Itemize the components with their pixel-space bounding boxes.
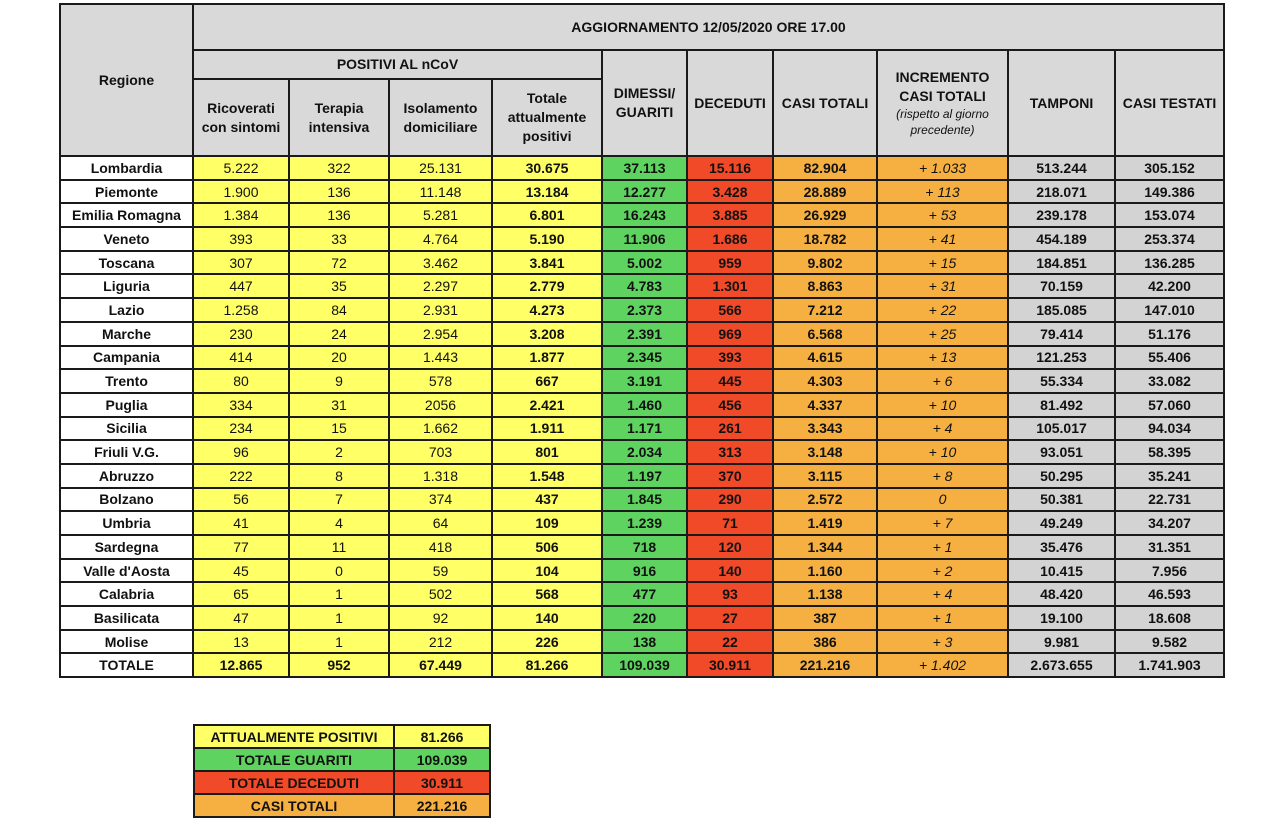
total-row: [60, 653, 1224, 677]
cell-isolamento: 703: [389, 440, 492, 464]
cell-totale-pos: 109: [492, 511, 602, 535]
table-row: [60, 559, 1224, 583]
cell-incremento: + 7: [877, 511, 1008, 535]
cell-terapia: 31: [289, 393, 389, 417]
cell-regione: Lazio: [60, 298, 193, 322]
cell-dimessi: 1.239: [602, 511, 687, 535]
cell-incremento: + 8: [877, 464, 1008, 488]
cell-terapia: 15: [289, 417, 389, 441]
cell-incremento: + 3: [877, 630, 1008, 654]
cell-ricoverati: 80: [193, 369, 289, 393]
cell-casi-testati: 51.176: [1115, 322, 1224, 346]
cell-ricoverati: 230: [193, 322, 289, 346]
cell-casi-testati: 31.351: [1115, 535, 1224, 559]
cell-incremento: + 53: [877, 203, 1008, 227]
table-row: [60, 227, 1224, 251]
cell-casi-totali: 4.303: [773, 369, 877, 393]
cell-ricoverati: 77: [193, 535, 289, 559]
cell-casi-testati: 136.285: [1115, 251, 1224, 275]
cell-incremento: + 1: [877, 606, 1008, 630]
cell-deceduti: 290: [687, 488, 773, 512]
positivi-group-header: POSITIVI AL nCoV: [193, 50, 602, 79]
cell-deceduti: 120: [687, 535, 773, 559]
cell-terapia: 7: [289, 488, 389, 512]
cell-isolamento: 25.131: [389, 156, 492, 180]
cell-ricoverati: 13: [193, 630, 289, 654]
cell-terapia: 1: [289, 606, 389, 630]
cell-tamponi: 2.673.655: [1008, 653, 1115, 677]
cell-isolamento: 11.148: [389, 180, 492, 204]
cell-deceduti: 93: [687, 582, 773, 606]
cell-casi-totali: 1.160: [773, 559, 877, 583]
cell-regione: Marche: [60, 322, 193, 346]
cell-regione: Puglia: [60, 393, 193, 417]
terapia-header: Terapia intensiva: [289, 79, 389, 156]
cell-casi-testati: 94.034: [1115, 417, 1224, 441]
cell-totale-pos: 6.801: [492, 203, 602, 227]
cell-ricoverati: 414: [193, 346, 289, 370]
cell-ricoverati: 96: [193, 440, 289, 464]
cell-incremento: + 1.402: [877, 653, 1008, 677]
cell-terapia: 84: [289, 298, 389, 322]
cell-totale-pos: 5.190: [492, 227, 602, 251]
cell-incremento: + 10: [877, 393, 1008, 417]
cell-casi-totali: 3.343: [773, 417, 877, 441]
table-row: [60, 298, 1224, 322]
cell-dimessi: 2.034: [602, 440, 687, 464]
cell-casi-totali: 386: [773, 630, 877, 654]
summary-row: [194, 771, 490, 794]
cell-casi-testati: 46.593: [1115, 582, 1224, 606]
table-row: [60, 369, 1224, 393]
cell-regione: Sicilia: [60, 417, 193, 441]
cell-ricoverati: 1.900: [193, 180, 289, 204]
cell-tamponi: 35.476: [1008, 535, 1115, 559]
cell-tamponi: 49.249: [1008, 511, 1115, 535]
cell-casi-totali: 387: [773, 606, 877, 630]
cell-deceduti: 140: [687, 559, 773, 583]
cell-totale-pos: 1.911: [492, 417, 602, 441]
cell-regione: Toscana: [60, 251, 193, 275]
cell-terapia: 952: [289, 653, 389, 677]
cell-ricoverati: 307: [193, 251, 289, 275]
table-row: [60, 393, 1224, 417]
cell-deceduti: 566: [687, 298, 773, 322]
cell-casi-testati: 7.956: [1115, 559, 1224, 583]
cell-casi-totali: 26.929: [773, 203, 877, 227]
cell-deceduti: 969: [687, 322, 773, 346]
cell-regione: Valle d'Aosta: [60, 559, 193, 583]
cell-casi-totali: 1.138: [773, 582, 877, 606]
cell-totale-pos: 226: [492, 630, 602, 654]
cell-casi-testati: 305.152: [1115, 156, 1224, 180]
cell-totale-pos: 140: [492, 606, 602, 630]
cell-regione: TOTALE: [60, 653, 193, 677]
cell-ricoverati: 1.384: [193, 203, 289, 227]
incremento-title: INCREMENTO CASI TOTALI: [895, 69, 990, 104]
cell-casi-totali: 4.337: [773, 393, 877, 417]
cell-totale-pos: 13.184: [492, 180, 602, 204]
table-row: [60, 535, 1224, 559]
cell-casi-totali: 6.568: [773, 322, 877, 346]
cell-casi-totali: 1.419: [773, 511, 877, 535]
cell-casi-testati: 58.395: [1115, 440, 1224, 464]
cell-casi-testati: 149.386: [1115, 180, 1224, 204]
table-row: [60, 180, 1224, 204]
cell-casi-totali: 18.782: [773, 227, 877, 251]
cell-isolamento: 2056: [389, 393, 492, 417]
cell-ricoverati: 56: [193, 488, 289, 512]
cell-deceduti: 1.686: [687, 227, 773, 251]
cell-ricoverati: 65: [193, 582, 289, 606]
cell-incremento: + 25: [877, 322, 1008, 346]
table-row: [60, 464, 1224, 488]
cell-incremento: + 22: [877, 298, 1008, 322]
cell-incremento: + 10: [877, 440, 1008, 464]
cell-dimessi: 2.391: [602, 322, 687, 346]
cell-deceduti: 261: [687, 417, 773, 441]
table-row: [60, 274, 1224, 298]
cell-tamponi: 50.295: [1008, 464, 1115, 488]
cell-regione: Campania: [60, 346, 193, 370]
table-row: [60, 488, 1224, 512]
cell-casi-testati: 147.010: [1115, 298, 1224, 322]
casi-testati-header: CASI TESTATI: [1115, 50, 1224, 156]
summary-value: 30.911: [394, 771, 490, 794]
cell-regione: Veneto: [60, 227, 193, 251]
cell-totale-pos: 4.273: [492, 298, 602, 322]
cell-ricoverati: 12.865: [193, 653, 289, 677]
cell-tamponi: 121.253: [1008, 346, 1115, 370]
cell-casi-totali: 8.863: [773, 274, 877, 298]
casi-totali-header: CASI TOTALI: [773, 50, 877, 156]
summary-table: [193, 724, 491, 818]
table-row: [60, 346, 1224, 370]
table-row: [60, 203, 1224, 227]
cell-tamponi: 184.851: [1008, 251, 1115, 275]
cell-dimessi: 109.039: [602, 653, 687, 677]
cell-totale-pos: 568: [492, 582, 602, 606]
cell-ricoverati: 47: [193, 606, 289, 630]
cell-casi-totali: 1.344: [773, 535, 877, 559]
cell-regione: Bolzano: [60, 488, 193, 512]
cell-terapia: 11: [289, 535, 389, 559]
cell-ricoverati: 447: [193, 274, 289, 298]
cell-terapia: 136: [289, 203, 389, 227]
isolamento-header: Isolamento domiciliare: [389, 79, 492, 156]
region-header: Regione: [60, 4, 193, 156]
cell-ricoverati: 234: [193, 417, 289, 441]
cell-isolamento: 502: [389, 582, 492, 606]
cell-deceduti: 456: [687, 393, 773, 417]
cell-casi-testati: 33.082: [1115, 369, 1224, 393]
cell-casi-testati: 57.060: [1115, 393, 1224, 417]
cell-casi-testati: 42.200: [1115, 274, 1224, 298]
cell-ricoverati: 45: [193, 559, 289, 583]
cell-tamponi: 513.244: [1008, 156, 1115, 180]
update-title: AGGIORNAMENTO 12/05/2020 ORE 17.00: [193, 4, 1224, 50]
cell-terapia: 322: [289, 156, 389, 180]
cell-terapia: 1: [289, 630, 389, 654]
cell-regione: Friuli V.G.: [60, 440, 193, 464]
summary-label: ATTUALMENTE POSITIVI: [194, 725, 394, 748]
cell-terapia: 136: [289, 180, 389, 204]
cell-tamponi: 81.492: [1008, 393, 1115, 417]
cell-incremento: + 15: [877, 251, 1008, 275]
cell-dimessi: 2.373: [602, 298, 687, 322]
cell-tamponi: 55.334: [1008, 369, 1115, 393]
cell-deceduti: 27: [687, 606, 773, 630]
cell-casi-testati: 22.731: [1115, 488, 1224, 512]
cell-isolamento: 1.662: [389, 417, 492, 441]
cell-terapia: 20: [289, 346, 389, 370]
cell-ricoverati: 5.222: [193, 156, 289, 180]
table-row: [60, 606, 1224, 630]
cell-deceduti: 445: [687, 369, 773, 393]
cell-totale-pos: 1.548: [492, 464, 602, 488]
totale-positivi-header: Totale attualmente positivi: [492, 79, 602, 156]
incremento-note: (rispetto al giorno precedente): [896, 107, 989, 137]
cell-incremento: + 1.033: [877, 156, 1008, 180]
cell-casi-testati: 18.608: [1115, 606, 1224, 630]
cell-isolamento: 2.297: [389, 274, 492, 298]
cell-casi-totali: 9.802: [773, 251, 877, 275]
cell-casi-totali: 7.212: [773, 298, 877, 322]
cell-deceduti: 15.116: [687, 156, 773, 180]
cell-deceduti: 959: [687, 251, 773, 275]
cell-isolamento: 67.449: [389, 653, 492, 677]
cell-regione: Liguria: [60, 274, 193, 298]
cell-totale-pos: 1.877: [492, 346, 602, 370]
cell-ricoverati: 1.258: [193, 298, 289, 322]
cell-totale-pos: 81.266: [492, 653, 602, 677]
cell-totale-pos: 506: [492, 535, 602, 559]
cell-regione: Lombardia: [60, 156, 193, 180]
cell-deceduti: 30.911: [687, 653, 773, 677]
cell-tamponi: 48.420: [1008, 582, 1115, 606]
cell-isolamento: 3.462: [389, 251, 492, 275]
cell-isolamento: 1.443: [389, 346, 492, 370]
cell-regione: Calabria: [60, 582, 193, 606]
table-row: [60, 322, 1224, 346]
cell-tamponi: 218.071: [1008, 180, 1115, 204]
cell-terapia: 1: [289, 582, 389, 606]
cell-ricoverati: 41: [193, 511, 289, 535]
cell-incremento: + 6: [877, 369, 1008, 393]
cell-incremento: + 113: [877, 180, 1008, 204]
cell-dimessi: 916: [602, 559, 687, 583]
summary-row: [194, 725, 490, 748]
cell-tamponi: 185.085: [1008, 298, 1115, 322]
cell-ricoverati: 393: [193, 227, 289, 251]
cell-terapia: 35: [289, 274, 389, 298]
dimessi-header: DIMESSI/ GUARITI: [602, 50, 687, 156]
cell-dimessi: 12.277: [602, 180, 687, 204]
cell-incremento: + 41: [877, 227, 1008, 251]
cell-totale-pos: 30.675: [492, 156, 602, 180]
cell-casi-totali: 2.572: [773, 488, 877, 512]
cell-regione: Sardegna: [60, 535, 193, 559]
cell-isolamento: 212: [389, 630, 492, 654]
covid-regional-table: [59, 3, 1225, 678]
cell-incremento: + 31: [877, 274, 1008, 298]
cell-totale-pos: 3.208: [492, 322, 602, 346]
cell-regione: Umbria: [60, 511, 193, 535]
cell-incremento: 0: [877, 488, 1008, 512]
cell-regione: Emilia Romagna: [60, 203, 193, 227]
cell-regione: Molise: [60, 630, 193, 654]
cell-dimessi: 4.783: [602, 274, 687, 298]
cell-tamponi: 105.017: [1008, 417, 1115, 441]
cell-deceduti: 3.885: [687, 203, 773, 227]
cell-totale-pos: 104: [492, 559, 602, 583]
table-row: [60, 582, 1224, 606]
cell-dimessi: 1.845: [602, 488, 687, 512]
cell-isolamento: 2.954: [389, 322, 492, 346]
tamponi-header: TAMPONI: [1008, 50, 1115, 156]
cell-dimessi: 1.171: [602, 417, 687, 441]
table-row: [60, 251, 1224, 275]
cell-dimessi: 718: [602, 535, 687, 559]
cell-casi-totali: 3.148: [773, 440, 877, 464]
summary-row: [194, 794, 490, 817]
cell-incremento: + 2: [877, 559, 1008, 583]
cell-deceduti: 1.301: [687, 274, 773, 298]
cell-isolamento: 1.318: [389, 464, 492, 488]
summary-label: TOTALE GUARITI: [194, 748, 394, 771]
cell-incremento: + 4: [877, 582, 1008, 606]
cell-dimessi: 2.345: [602, 346, 687, 370]
table-row: [60, 440, 1224, 464]
cell-dimessi: 16.243: [602, 203, 687, 227]
cell-totale-pos: 3.841: [492, 251, 602, 275]
cell-tamponi: 70.159: [1008, 274, 1115, 298]
cell-deceduti: 22: [687, 630, 773, 654]
cell-terapia: 2: [289, 440, 389, 464]
cell-casi-testati: 35.241: [1115, 464, 1224, 488]
cell-isolamento: 59: [389, 559, 492, 583]
cell-terapia: 8: [289, 464, 389, 488]
cell-dimessi: 477: [602, 582, 687, 606]
cell-casi-testati: 253.374: [1115, 227, 1224, 251]
cell-terapia: 9: [289, 369, 389, 393]
cell-deceduti: 3.428: [687, 180, 773, 204]
cell-dimessi: 1.197: [602, 464, 687, 488]
cell-isolamento: 374: [389, 488, 492, 512]
summary-label: TOTALE DECEDUTI: [194, 771, 394, 794]
cell-totale-pos: 801: [492, 440, 602, 464]
cell-dimessi: 220: [602, 606, 687, 630]
summary-label: CASI TOTALI: [194, 794, 394, 817]
cell-terapia: 4: [289, 511, 389, 535]
cell-deceduti: 393: [687, 346, 773, 370]
cell-isolamento: 5.281: [389, 203, 492, 227]
cell-dimessi: 1.460: [602, 393, 687, 417]
cell-deceduti: 71: [687, 511, 773, 535]
cell-tamponi: 239.178: [1008, 203, 1115, 227]
cell-tamponi: 10.415: [1008, 559, 1115, 583]
incremento-header: [877, 50, 1008, 156]
cell-isolamento: 578: [389, 369, 492, 393]
cell-tamponi: 19.100: [1008, 606, 1115, 630]
cell-regione: Abruzzo: [60, 464, 193, 488]
cell-deceduti: 370: [687, 464, 773, 488]
cell-casi-totali: 3.115: [773, 464, 877, 488]
table-body: [60, 156, 1224, 677]
cell-dimessi: 37.113: [602, 156, 687, 180]
cell-totale-pos: 437: [492, 488, 602, 512]
cell-regione: Piemonte: [60, 180, 193, 204]
cell-regione: Trento: [60, 369, 193, 393]
cell-casi-testati: 9.582: [1115, 630, 1224, 654]
table-row: [60, 417, 1224, 441]
cell-terapia: 33: [289, 227, 389, 251]
cell-terapia: 24: [289, 322, 389, 346]
cell-tamponi: 93.051: [1008, 440, 1115, 464]
cell-tamponi: 454.189: [1008, 227, 1115, 251]
cell-deceduti: 313: [687, 440, 773, 464]
cell-dimessi: 3.191: [602, 369, 687, 393]
table-row: [60, 156, 1224, 180]
cell-casi-totali: 4.615: [773, 346, 877, 370]
summary-value: 221.216: [394, 794, 490, 817]
cell-dimessi: 138: [602, 630, 687, 654]
cell-terapia: 72: [289, 251, 389, 275]
cell-casi-testati: 34.207: [1115, 511, 1224, 535]
summary-value: 109.039: [394, 748, 490, 771]
cell-casi-testati: 153.074: [1115, 203, 1224, 227]
cell-isolamento: 418: [389, 535, 492, 559]
cell-isolamento: 2.931: [389, 298, 492, 322]
cell-tamponi: 79.414: [1008, 322, 1115, 346]
cell-isolamento: 92: [389, 606, 492, 630]
cell-regione: Basilicata: [60, 606, 193, 630]
cell-incremento: + 1: [877, 535, 1008, 559]
cell-tamponi: 9.981: [1008, 630, 1115, 654]
cell-dimessi: 5.002: [602, 251, 687, 275]
cell-isolamento: 4.764: [389, 227, 492, 251]
cell-ricoverati: 222: [193, 464, 289, 488]
table-row: [60, 630, 1224, 654]
cell-casi-totali: 28.889: [773, 180, 877, 204]
summary-value: 81.266: [394, 725, 490, 748]
cell-dimessi: 11.906: [602, 227, 687, 251]
cell-totale-pos: 2.779: [492, 274, 602, 298]
cell-isolamento: 64: [389, 511, 492, 535]
cell-incremento: + 4: [877, 417, 1008, 441]
cell-casi-testati: 1.741.903: [1115, 653, 1224, 677]
cell-tamponi: 50.381: [1008, 488, 1115, 512]
cell-casi-testati: 55.406: [1115, 346, 1224, 370]
cell-totale-pos: 667: [492, 369, 602, 393]
cell-casi-totali: 221.216: [773, 653, 877, 677]
table-row: [60, 511, 1224, 535]
cell-incremento: + 13: [877, 346, 1008, 370]
cell-terapia: 0: [289, 559, 389, 583]
cell-ricoverati: 334: [193, 393, 289, 417]
deceduti-header: DECEDUTI: [687, 50, 773, 156]
cell-totale-pos: 2.421: [492, 393, 602, 417]
summary-row: [194, 748, 490, 771]
cell-casi-totali: 82.904: [773, 156, 877, 180]
ricoverati-header: Ricoverati con sintomi: [193, 79, 289, 156]
